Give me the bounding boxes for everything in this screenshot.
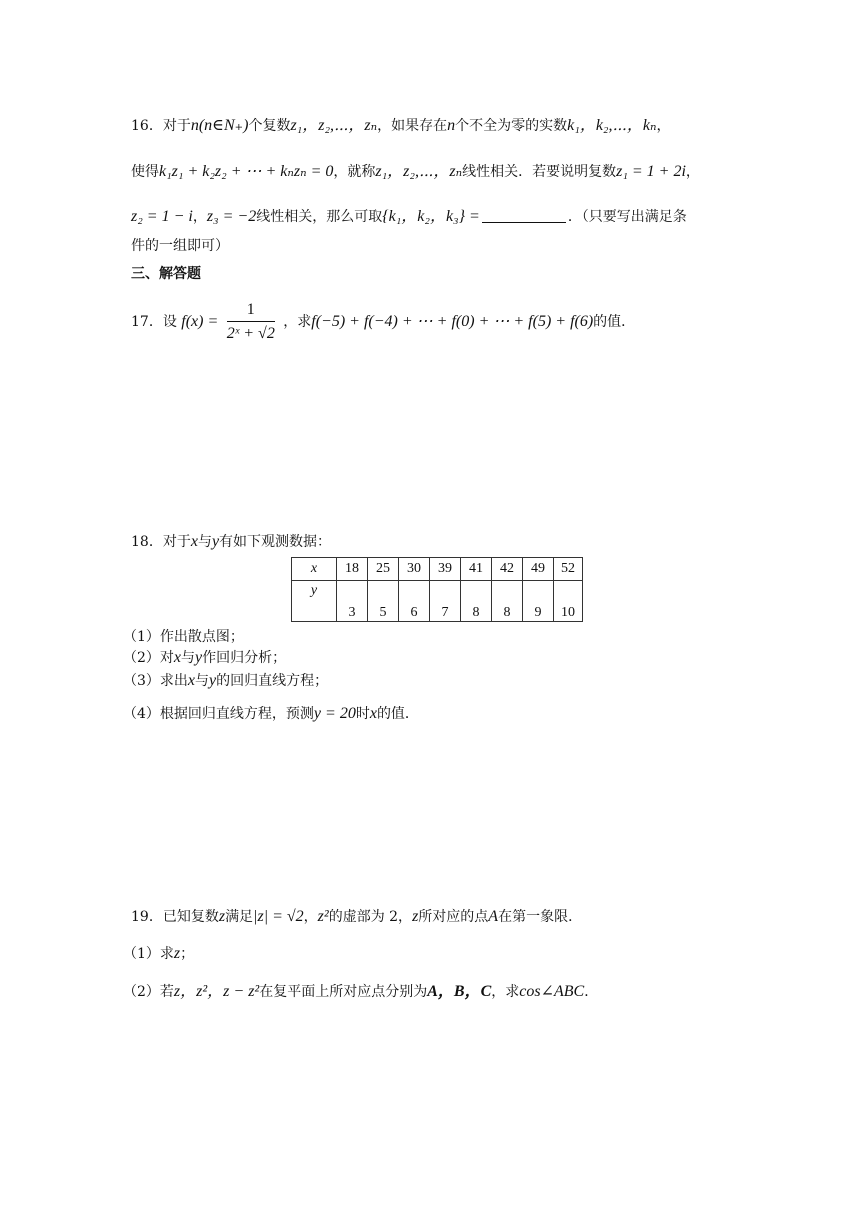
q16-z1: z₁ = 1 + 2i — [616, 163, 686, 180]
q18-y-eq: y = 20 — [313, 705, 356, 722]
q18-y: y — [209, 672, 217, 689]
q18-text: 作回归分析； — [202, 650, 287, 666]
q18-lead: 18．对于 — [131, 534, 191, 550]
q17-fraction — [227, 300, 275, 344]
table-cell: 10 — [554, 581, 583, 622]
q19-text: （1）求 — [123, 946, 174, 962]
table-cell: 52 — [554, 558, 583, 581]
table-cell: 30 — [399, 558, 430, 581]
q16-text: 使得 — [131, 164, 159, 180]
q19-text: 在复平面上所对应点分别为 — [259, 984, 428, 1000]
q16-line2 — [131, 162, 700, 182]
q17-denominator: 2ˣ + √2 — [226, 325, 275, 342]
q19-text: 满足 — [225, 909, 254, 925]
q19-lead-line — [131, 907, 582, 927]
q17-sum: f(−5) + f(−4) + ⋯ + f(0) + ⋯ + f(5) + f(6) — [311, 313, 594, 330]
q18-part2 — [123, 648, 286, 668]
table-cell: 39 — [430, 558, 461, 581]
q18-text: 有如下观测数据： — [219, 534, 332, 550]
q18-y: y — [211, 533, 220, 550]
q17-fx: f(x) = — [181, 313, 219, 330]
table-cell: 5 — [368, 581, 399, 622]
q17-numerator: 1 — [227, 300, 275, 322]
q19-text: （2）若 — [123, 984, 174, 1000]
q16-k-set: {k₁，k₂，k₃} = — [382, 208, 480, 225]
q16-text: ， — [685, 164, 700, 180]
q16-text: 线性相关．若要说明复数 — [462, 164, 617, 180]
table-cell: 7 — [430, 581, 461, 622]
q16-text: ．（只要写出满足条 — [567, 209, 687, 225]
table-cell: 25 — [368, 558, 399, 581]
table-cell: 49 — [523, 558, 554, 581]
q19-text: ． — [584, 984, 599, 1000]
q16-text: 线性相关，那么可取 — [256, 209, 383, 225]
table-cell: 18 — [337, 558, 368, 581]
q18-text: 时 — [355, 706, 370, 722]
q19-z-squared: z² — [317, 908, 329, 925]
q19-part2 — [123, 982, 598, 1002]
q19-cos-angle: cos∠ABC — [519, 983, 585, 1000]
q16-n-expr: n(n∈N₊) — [190, 117, 249, 134]
q17-text: ，求 — [283, 314, 312, 330]
table-cell: 42 — [492, 558, 523, 581]
q16-z3: z₃ = −2 — [206, 208, 257, 225]
observation-table — [291, 557, 583, 622]
q18-text: 的回归直线方程； — [216, 673, 329, 689]
q17-lead: 17．设 — [131, 314, 177, 330]
q19-z: z — [173, 945, 181, 962]
q18-lead-line — [131, 532, 331, 552]
table-cell: 8 — [492, 581, 523, 622]
q18-y: y — [195, 649, 203, 666]
q19-modulus: |z| = √2 — [253, 908, 304, 925]
q17-text: 的值． — [593, 314, 636, 330]
q18-x: x — [190, 533, 198, 550]
q16-lead: 16．对于 — [131, 118, 191, 134]
q16-text: 个复数 — [248, 118, 291, 134]
q19-text: ，求 — [491, 984, 520, 1000]
table-cell: 3 — [337, 581, 368, 622]
q16-z-list: z₁，z₂,⋯，zₙ — [375, 163, 463, 180]
q19-text: ， — [303, 909, 318, 925]
table-row-y — [292, 581, 583, 622]
q19-text: ； — [180, 946, 195, 962]
q16-z2: z₂ = 1 − i — [131, 208, 193, 225]
section-heading: 三、解答题 — [131, 266, 201, 282]
q16-text: ， — [656, 118, 671, 134]
q16-text: ，就称 — [333, 164, 376, 180]
q17 — [131, 300, 635, 344]
q19-text: 所对应的点 — [418, 909, 489, 925]
q18-part1: （1）作出散点图； — [123, 629, 244, 645]
q19-part1 — [123, 944, 194, 964]
q19-lead: 19．已知复数 — [131, 909, 219, 925]
q16-line3 — [131, 207, 687, 227]
q18-text: 的值． — [376, 706, 419, 722]
q18-x: x — [187, 672, 196, 689]
q16-text: ，如果存在 — [377, 118, 448, 134]
q18-text: 与 — [197, 534, 212, 550]
q18-part4 — [123, 704, 419, 724]
q19-text: 的虚部为 2， — [328, 909, 413, 925]
q16-linear-combination: k₁z₁ + k₂z₂ + ⋯ + kₙzₙ = 0 — [159, 163, 334, 180]
q19-z: z — [412, 908, 419, 925]
q16-line4: 件的一组即可） — [131, 238, 229, 254]
q18-text: 与 — [181, 650, 196, 666]
q16-n: n — [447, 117, 456, 134]
q18-text: （4）根据回归直线方程，预测 — [123, 706, 314, 722]
table-header-x: x — [292, 558, 337, 581]
q19-z-list: z，z²，z − z² — [173, 983, 260, 1000]
q19-point-a: A — [488, 908, 499, 925]
q16-text: 个不全为零的实数 — [455, 118, 568, 134]
q16-k-list: k₁，k₂,⋯，kₙ — [567, 117, 657, 134]
q18-text: （3）求出 — [123, 673, 188, 689]
q18-x: x — [369, 705, 377, 722]
table-cell: 6 — [399, 581, 430, 622]
table-cell: 41 — [461, 558, 492, 581]
table-header-y: y — [292, 581, 337, 622]
q18-text: 与 — [195, 673, 210, 689]
q16-line1 — [131, 116, 670, 136]
q19-points: A，B，C — [427, 983, 492, 1000]
table-cell: 8 — [461, 581, 492, 622]
q19-text: 在第一象限． — [498, 909, 583, 925]
table-cell: 9 — [523, 581, 554, 622]
q18-x: x — [173, 649, 182, 666]
q18-part3 — [123, 671, 328, 691]
answer-blank[interactable] — [482, 208, 566, 223]
q19-z: z — [218, 908, 226, 925]
q18-text: （2）对 — [123, 650, 174, 666]
q16-text: ， — [192, 209, 207, 225]
table-row-x — [292, 558, 583, 581]
q16-z-list: z₁，z₂,⋯，zₙ — [290, 117, 378, 134]
